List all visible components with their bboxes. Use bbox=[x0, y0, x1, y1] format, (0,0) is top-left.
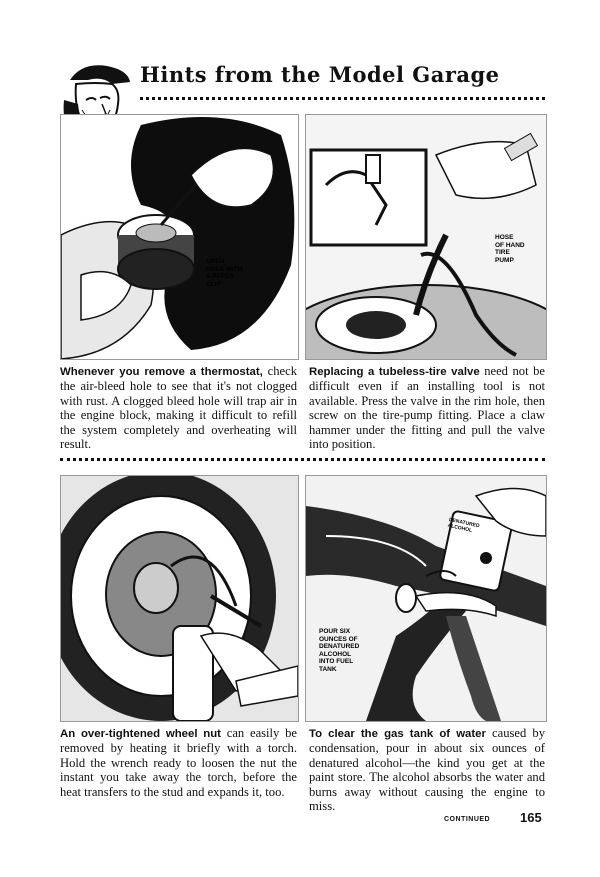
thermostat-callout: OPEN HOLE WITH A PAPER CLIP bbox=[206, 258, 243, 288]
gas-tank-hint-text bbox=[309, 726, 545, 813]
title-divider bbox=[140, 97, 545, 100]
alcohol-can-label: DENATURED ALCOHOL bbox=[447, 516, 480, 534]
section-divider bbox=[60, 458, 545, 461]
tire-valve-hint-lead: Replacing a tubeless-tire valve bbox=[309, 366, 480, 378]
thermostat-illustration bbox=[60, 114, 299, 360]
thermostat-hint-text bbox=[60, 364, 297, 451]
wheel-nut-hint-body: can easily be removed by heating it briefly with a torch. Hold the wrench ready to loosen the nut the instant you take away the torch, before the heat transfers to the stud and expands it, too. bbox=[60, 726, 297, 799]
wheel-nut-hint-lead: An over-tightened wheel nut bbox=[60, 728, 221, 740]
tire-valve-hint-body: need not be difficult even if an installing tool is not available. Press the valve in the rim hole, then screw on the tire-pump fitting. Place a claw hammer under the fitting and pull the valve into position. bbox=[309, 364, 546, 452]
continued-label: CONTINUED bbox=[444, 816, 491, 823]
wheel-nut-hint-text bbox=[60, 726, 297, 799]
thermostat-hint-lead: Whenever you remove a thermostat, bbox=[60, 366, 263, 378]
wheel-nut-illustration bbox=[60, 475, 299, 722]
gas-tank-hint-lead: To clear the gas tank of water bbox=[309, 728, 486, 740]
gas-tank-callout: POUR SIX OUNCES OF DENATURED ALCOHOL INTO FUEL TANK bbox=[319, 628, 360, 673]
page-title: Hints from the Model Garage bbox=[140, 62, 500, 87]
gas-tank-illustration bbox=[305, 475, 547, 722]
thermostat-hint-body: check the air-bleed hole to see that it's not clogged with rust. A clogged bleed hole will trap air in the engine block, making it difficult to refill the system completely and overheating will result. bbox=[60, 364, 298, 452]
tire-valve-hint-text bbox=[309, 364, 545, 451]
gas-tank-hint-body: caused by condensation, pour in about six ounces of denatured alcohol—the kind you get at the paint store. The alcohol absorbs the water and burns away without causing the engine to miss. bbox=[309, 726, 545, 814]
page-number: 165 bbox=[520, 810, 542, 825]
tire-valve-callout: HOSE OF HAND TIRE PUMP bbox=[495, 234, 525, 264]
